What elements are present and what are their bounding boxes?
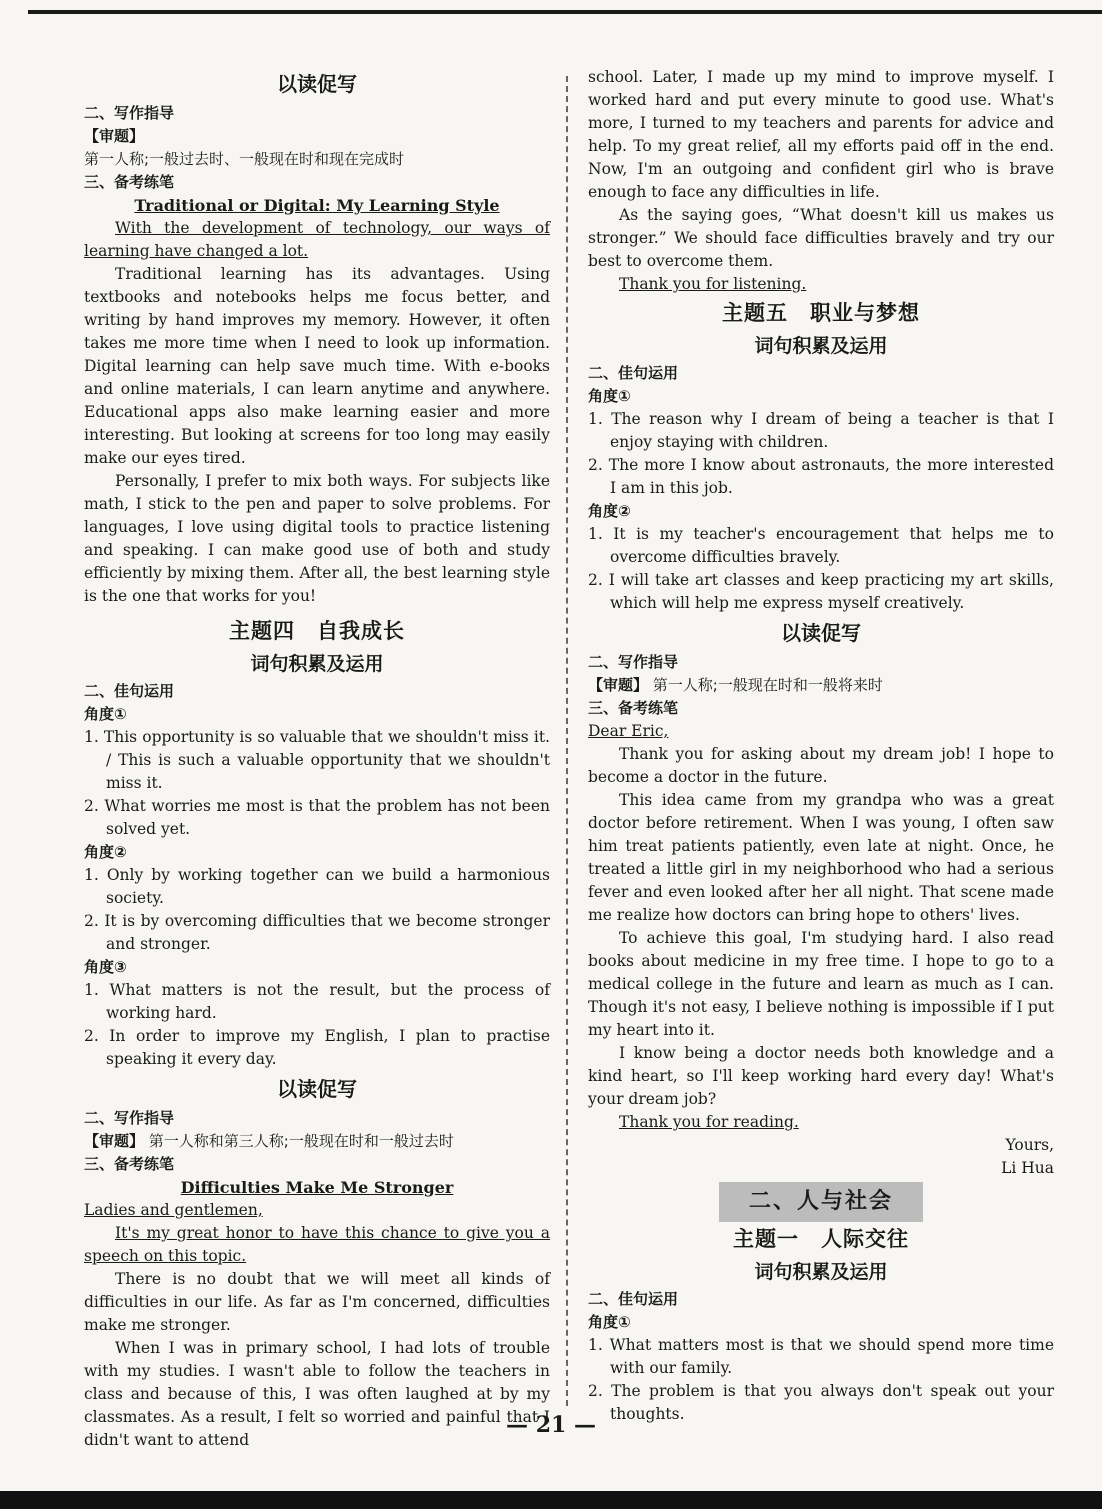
list-item: 1. It is my teacher's encouragement that helps me to overcome difficulties bravely. [588,525,1054,566]
part-title: 二、人与社会 [719,1182,923,1222]
letter-greeting: Dear Eric, [588,722,669,740]
essay-title: Difficulties Make Me Stronger [180,1178,454,1197]
essay-paragraph: It's my great honor to have this chance to give you a speech on this topic. [84,1224,550,1265]
list-item: 2. In order to improve my English, I plan to practise speaking it every day. [84,1027,550,1068]
list-item: 2. The more I know about astronauts, the more interested I am in this job. [588,456,1054,497]
section-title: 以读促写 [277,72,357,96]
angle-label: 角度② [588,502,631,520]
angle-label: 角度③ [84,958,127,976]
essay-paragraph: There is no doubt that we will meet all kinds of difficulties in our life. As far as I'm concerned, difficulties make me stronger. [84,1270,550,1334]
angle-label: 角度② [84,843,127,861]
essay-paragraph: With the development of technology, our ways of learning have changed a lot. [84,219,550,260]
practice-label: 三、备考练笔 [84,173,175,191]
list-item: 2. I will take art classes and keep practicing my art skills, which will help me express myself creatively. [588,571,1054,612]
essay-title: Traditional or Digital: My Learning Style [134,196,500,215]
writing-guide-label: 二、写作指导 [84,1109,175,1127]
speech-greeting: Ladies and gentlemen, [84,1201,263,1219]
list-item: 1. What matters most is that we should spend more time with our family. [588,1336,1054,1377]
theme-title: 主题一 人际交往 [733,1227,909,1251]
essay-paragraph: Traditional learning has its advantages. Using textbooks and notebooks helps me focus better, and writing by hand improves my memory. However, it often takes me more time when I need to look up information. Digital learning can help save much time. With e-books and online materials, I can learn anytime and anywhere. Educational apps also make learning easier and more interesting. But looking at screens for too long may easily make our eyes tired. [84,265,550,467]
writing-guide-label: 二、写作指导 [84,104,175,122]
list-item: 1. The reason why I dream of being a teacher is that I enjoy staying with children. [588,410,1054,451]
list-item: 1. What matters is not the result, but the process of working hard. [84,981,550,1022]
theme-title: 主题五 职业与梦想 [722,301,920,325]
speech-closing: Thank you for listening. [619,275,807,293]
writing-guide-label: 二、写作指导 [588,653,679,671]
practice-label: 三、备考练笔 [588,699,679,717]
theme-subtitle: 词句积累及运用 [754,1261,888,1283]
review-label: 【审题】 [84,127,145,145]
letter-paragraph: I know being a doctor needs both knowledge and a kind heart, so I'll keep working hard every day! What's your dream job? [588,1044,1054,1108]
angle-label: 角度① [84,705,127,723]
angle-label: 角度① [588,1313,631,1331]
theme-title: 主题四 自我成长 [229,619,405,643]
letter-paragraph: Thank you for asking about my dream job! I hope to become a doctor in the future. [588,745,1054,786]
letter-signature: Li Hua [1001,1159,1054,1177]
letter-closing: Thank you for reading. [619,1113,799,1131]
top-rule [28,10,1102,14]
angle-label: 角度① [588,387,631,405]
list-item: 2. The problem is that you always don't speak out your thoughts. [588,1382,1054,1423]
review-text: 第一人称和第三人称;一般现在时和一般过去时 [148,1132,454,1150]
column-divider [566,76,568,1406]
essay-paragraph: As the saying goes, “What doesn't kill us makes us stronger.” We should face difficulties bravely and try our best to overcome them. [588,206,1054,270]
usage-label: 二、佳句运用 [588,364,679,382]
essay-paragraph: school. Later, I made up my mind to improve myself. I worked hard and put every minute to good use. What's more, I turned to my teachers and parents for advice and help. To my great relief, all my efforts paid off in the end. Now, I'm an outgoing and confident girl who is brave enough to face any difficulties in life. [588,68,1054,201]
left-column [84,66,550,1452]
usage-label: 二、佳句运用 [84,682,175,700]
section-title: 以读促写 [277,1077,357,1101]
letter-paragraph: To achieve this goal, I'm studying hard. I also read books about medicine in my free time. I hope to go to a medical college in the future and learn as much as I can. Though it's not easy, I believe nothing is impossible if I put my heart into it. [588,929,1054,1039]
essay-paragraph: When I was in primary school, I had lots of trouble with my studies. I wasn't able to follow the teachers in class and because of this, I was often laughed at by my classmates. As a result, I felt so worried and painful that I didn't want to attend [84,1339,550,1449]
list-item: 1. Only by working together can we build a harmonious society. [84,866,550,907]
review-label: 【审题】 [84,1132,145,1150]
letter-sign-off: Yours, [1005,1136,1054,1154]
review-label: 【审题】 [588,676,649,694]
practice-label: 三、备考练笔 [84,1155,175,1173]
bottom-bar [0,1491,1102,1509]
usage-label: 二、佳句运用 [588,1290,679,1308]
page-number: — 21 — [506,1412,596,1438]
right-column [588,66,1054,1426]
list-item: 1. This opportunity is so valuable that we shouldn't miss it. / This is such a valuable opportunity that we shouldn't miss it. [84,728,550,792]
essay-paragraph: Personally, I prefer to mix both ways. For subjects like math, I stick to the pen and paper to solve problems. For languages, I love using digital tools to practice listening and speaking. I can make good use of both and study efficiently by mixing them. After all, the best learning style is the one that works for you! [84,472,550,605]
list-item: 2. It is by overcoming difficulties that we become stronger and stronger. [84,912,550,953]
letter-paragraph: This idea came from my grandpa who was a great doctor before retirement. When I was young, I often saw him treat patients patiently, even late at night. Once, he treated a little girl in my neighborhood who had a serious fever and even looked after her all night. That scene made me realize how doctors can bring hope to others' lives. [588,791,1054,924]
review-text: 第一人称;一般现在时和一般将来时 [652,676,883,694]
section-title: 以读促写 [781,621,861,645]
theme-subtitle: 词句积累及运用 [250,653,384,675]
theme-subtitle: 词句积累及运用 [754,335,888,357]
review-text: 第一人称;一般过去时、一般现在时和现在完成时 [84,150,405,168]
list-item: 2. What worries me most is that the problem has not been solved yet. [84,797,550,838]
